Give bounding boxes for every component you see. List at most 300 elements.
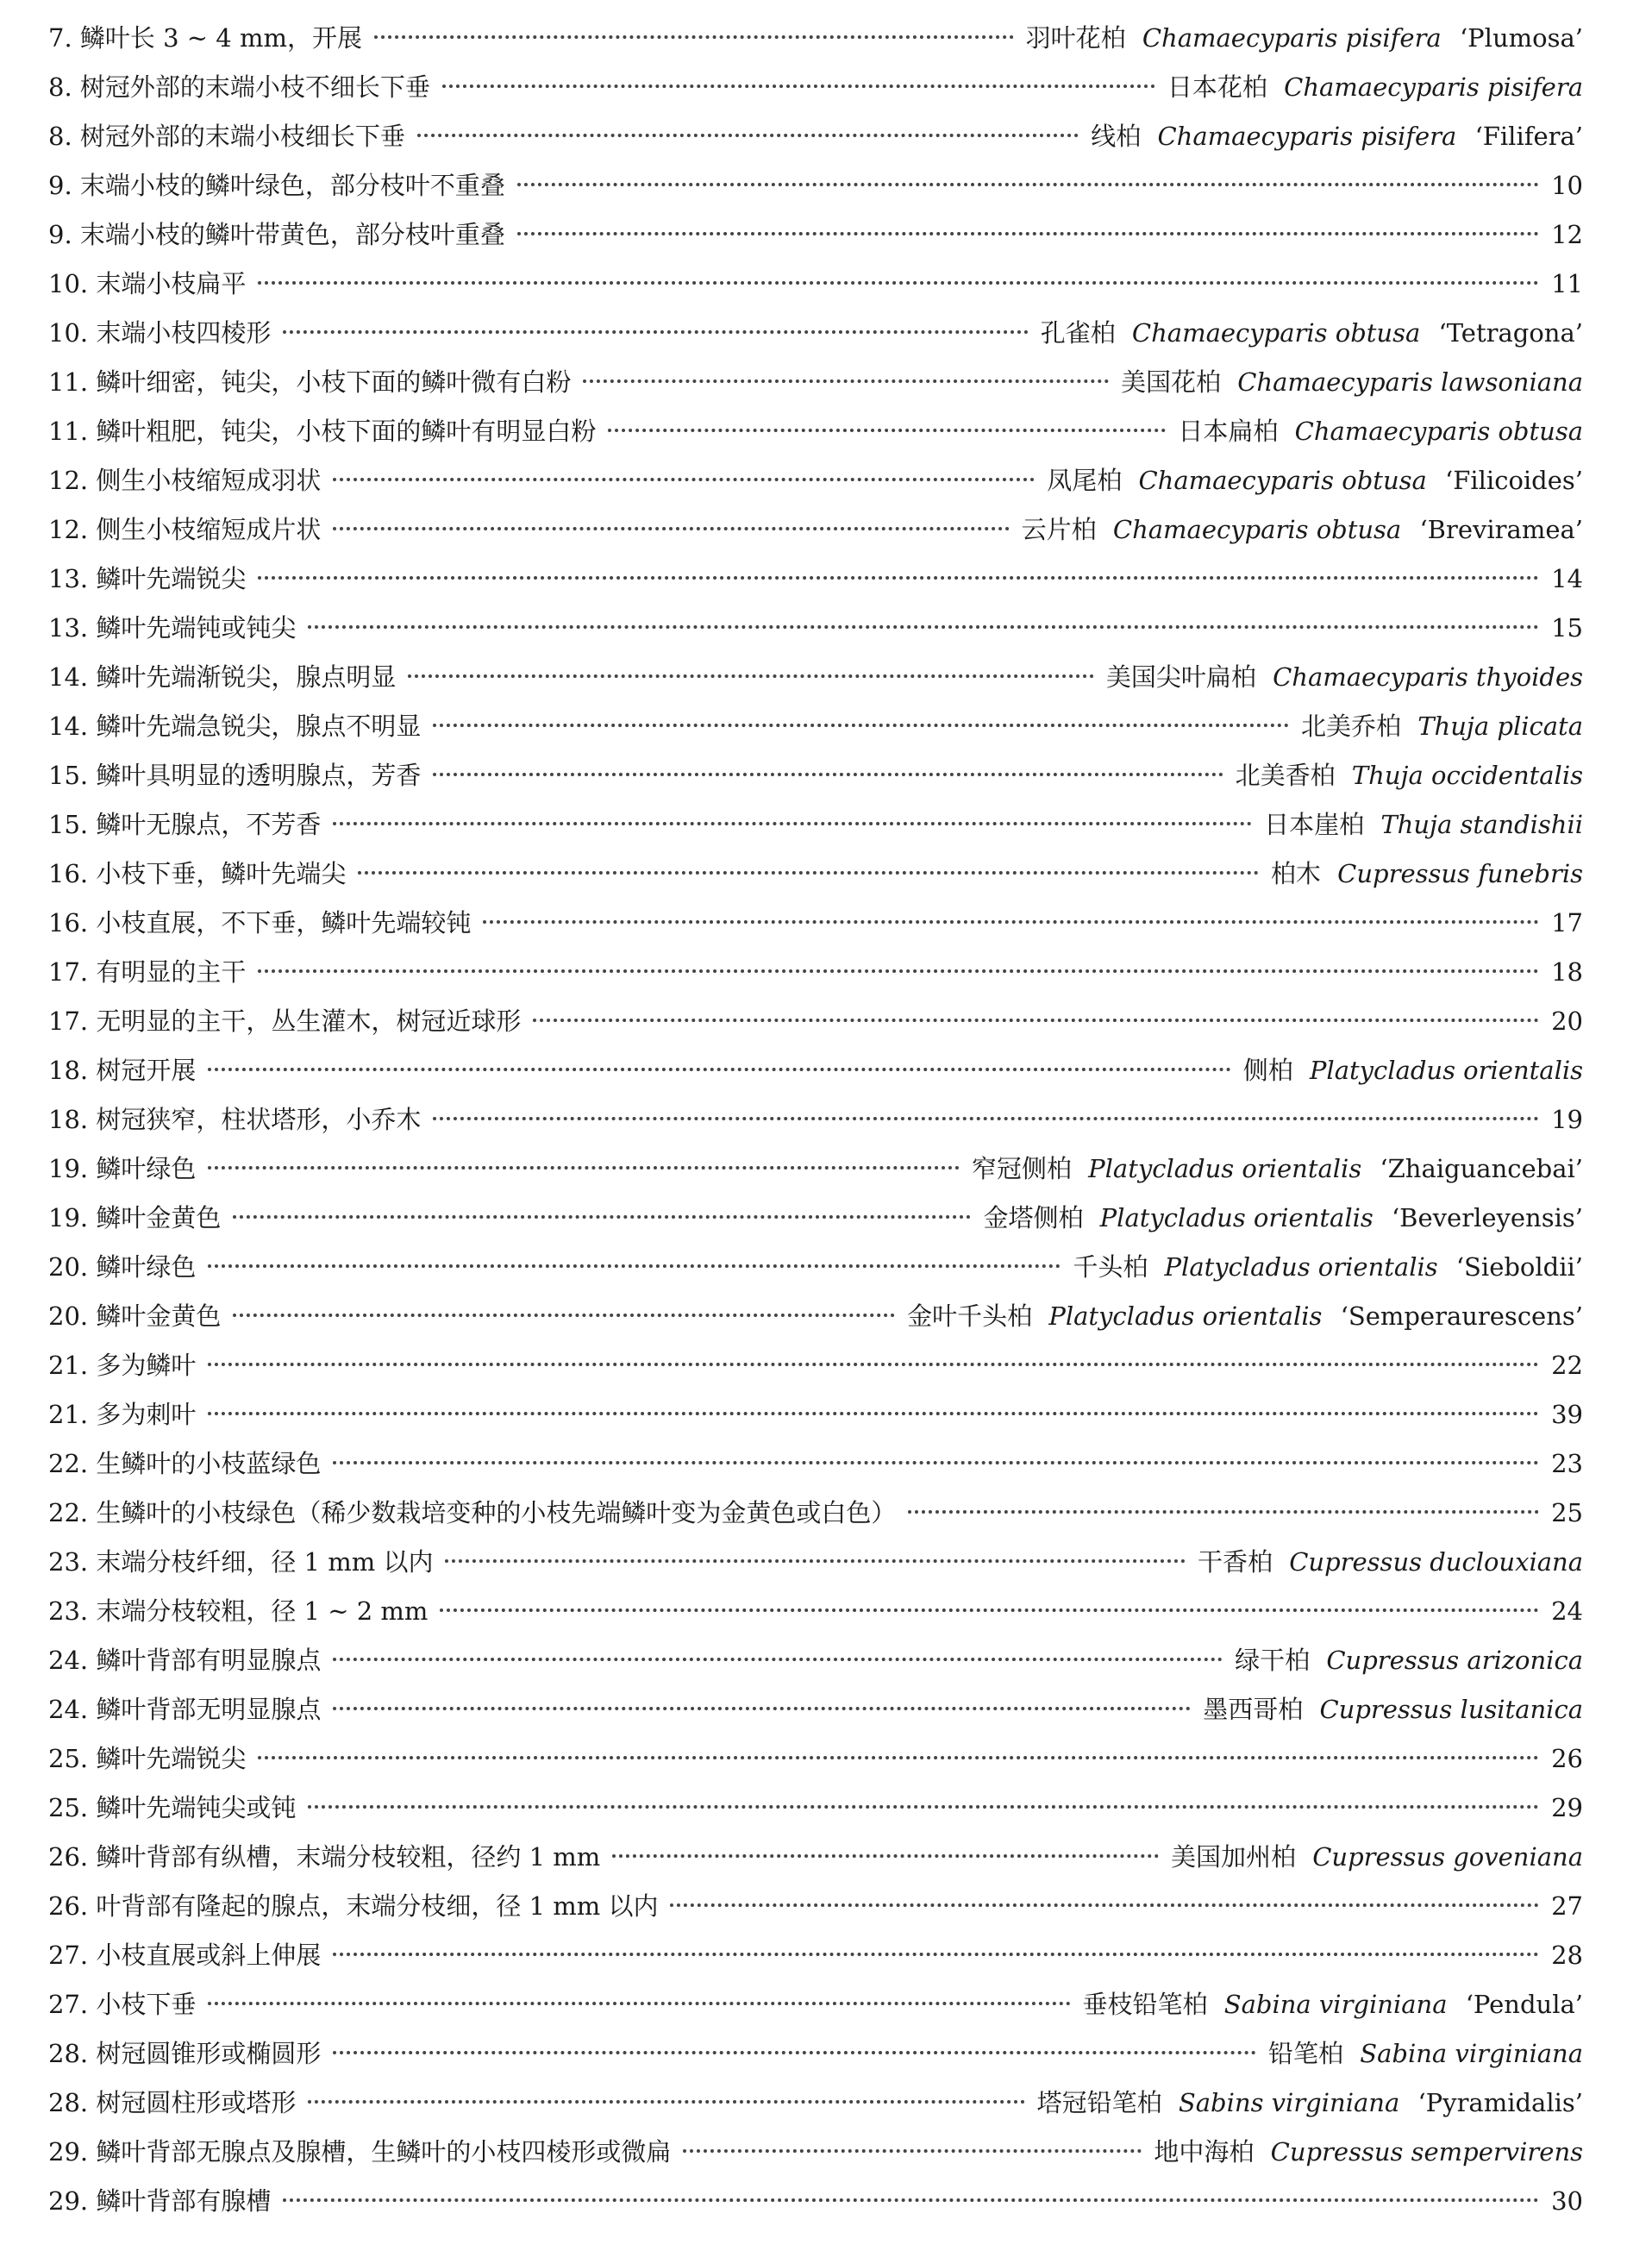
couplet-text: 鳞叶背部无明显腺点 [96,1695,322,1724]
dot-leader [517,232,1539,235]
couplet-number: 27. [48,1941,89,1970]
couplet-result [1106,653,1583,702]
couplet-lead [48,1980,196,2029]
couplet-result [1198,1538,1583,1587]
cultivar-name: ‘Filicoides’ [1445,466,1583,495]
key-entry [48,604,1583,653]
species-latin-name: Platycladus orientalis [1309,1056,1583,1085]
dot-leader [208,1412,1539,1415]
species-cn-name: 铅笔柏 [1268,2039,1344,2068]
couplet-result [1551,899,1583,948]
species-latin-name: Chamaecyparis lawsoniana [1237,367,1583,397]
species-latin-name: Platycladus orientalis [1164,1252,1438,1282]
couplet-lead [48,604,296,653]
couplet-lead [48,1439,321,1489]
couplet-text: 末端小枝四棱形 [96,318,272,348]
species-cn-name: 美国花柏 [1121,367,1222,397]
key-entry [48,260,1583,309]
couplet-lead [48,309,271,358]
dot-leader [333,1658,1223,1661]
couplet-text: 生鳞叶的小枝绿色（稀少数栽培变种的小枝先端鳞叶变为金黄色或白色） [96,1498,897,1527]
key-entry [48,850,1583,899]
couplet-lead [48,260,246,309]
couplet-number: 20. [48,1301,89,1331]
species-latin-name: Chamaecyparis obtusa [1294,417,1583,446]
couplet-number: 12. [48,515,89,544]
couplet-result [1083,1980,1584,2029]
goto-couplet-number: 24 [1551,1596,1583,1626]
couplet-text: 鳞叶绿色 [96,1252,197,1282]
couplet-text: 鳞叶金黄色 [96,1301,222,1331]
couplet-number: 16. [48,908,89,938]
couplet-number: 10. [48,318,89,348]
couplet-text: 鳞叶先端钝或钝尖 [96,613,297,643]
key-entry [48,505,1583,555]
species-latin-name: Chamaecyparis obtusa [1138,466,1427,495]
couplet-number: 9. [48,220,72,249]
couplet-number: 28. [48,2039,89,2068]
couplet-result [1041,309,1583,358]
couplet-lead [48,850,346,899]
species-cn-name: 柏木 [1270,859,1321,888]
couplet-lead [48,1144,196,1194]
key-entry [48,555,1583,604]
couplet-result [1264,800,1583,850]
couplet-number: 11. [48,417,89,446]
goto-couplet-number: 20 [1551,1006,1583,1036]
goto-couplet-number: 18 [1551,957,1583,987]
dot-leader [258,281,1539,285]
species-latin-name: Sabina virginiana [1360,2039,1583,2068]
key-entry [48,1243,1583,1292]
key-entry [48,63,1583,112]
dot-leader [333,822,1252,825]
couplet-lead [48,2177,271,2226]
species-cn-name: 羽叶花柏 [1025,23,1126,53]
couplet-text: 鳞叶无腺点，不芳香 [96,810,322,839]
key-entry [48,1390,1583,1439]
couplet-result [1047,456,1583,505]
couplet-result [1551,1390,1583,1439]
couplet-text: 树冠圆柱形或塔形 [96,2088,297,2117]
species-cn-name: 墨西哥柏 [1203,1695,1304,1724]
species-cn-name: 孔雀柏 [1040,318,1116,348]
couplet-number: 13. [48,613,89,643]
key-entry [48,1046,1583,1095]
couplet-text: 鳞叶背部有纵槽，末端分枝较粗，径约 1 mm [96,1842,601,1872]
couplet-result [1551,1095,1583,1144]
couplet-result [1551,1882,1583,1931]
species-cn-name: 北美乔柏 [1300,712,1401,741]
couplet-lead [48,505,321,555]
dot-leader [445,1559,1186,1563]
cultivar-name: ‘Plumosa’ [1459,23,1583,53]
cultivar-name: ‘Pendula’ [1465,1990,1583,2019]
dot-leader [333,1707,1191,1710]
key-entry [48,899,1583,948]
cultivar-name: ‘Semperaurescens’ [1340,1301,1583,1331]
couplet-number: 23. [48,1596,89,1626]
dot-leader [208,1068,1230,1071]
species-cn-name: 垂枝铅笔柏 [1082,1990,1208,2019]
dot-leader [283,2198,1539,2202]
couplet-text: 鳞叶粗肥，钝尖，小枝下面的鳞叶有明显白粉 [96,417,597,446]
couplet-text: 鳞叶背部有明显腺点 [96,1646,322,1675]
couplet-result [1551,1439,1583,1489]
dot-leader [208,1166,960,1170]
couplet-lead [48,1046,196,1095]
couplet-number: 24. [48,1646,89,1675]
couplet-number: 18. [48,1105,89,1134]
key-entry [48,14,1583,63]
dot-leader [208,1264,1061,1268]
goto-couplet-number: 11 [1551,269,1583,298]
couplet-text: 多为鳞叶 [96,1351,197,1380]
species-cn-name: 绿干柏 [1235,1646,1311,1675]
couplet-lead [48,14,362,63]
couplet-text: 鳞叶背部有腺槽 [96,2186,272,2216]
couplet-result [1167,63,1583,112]
species-cn-name: 窄冠侧柏 [971,1154,1072,1183]
couplet-number: 17. [48,1006,89,1036]
goto-couplet-number: 12 [1551,220,1583,249]
couplet-text: 末端小枝扁平 [96,269,247,298]
couplet-text: 树冠狭窄，柱状塔形，小乔木 [96,1105,422,1134]
couplet-lead [48,1341,196,1390]
couplet-number: 27. [48,1990,89,2019]
couplet-text: 小枝直展，不下垂，鳞叶先端较钝 [96,908,472,938]
couplet-lead [48,1095,421,1144]
species-cn-name: 日本崖柏 [1264,810,1365,839]
couplet-text: 树冠外部的末端小枝不细长下垂 [79,72,430,102]
dot-leader [433,773,1223,776]
cultivar-name: ‘Filifera’ [1474,122,1583,151]
goto-couplet-number: 28 [1551,1941,1583,1970]
identification-key [48,14,1583,2226]
couplet-lead [48,1734,246,1784]
species-latin-name: Thuja standishii [1380,810,1583,839]
couplet-text: 鳞叶先端锐尖 [96,564,247,593]
couplet-lead [48,948,246,997]
dot-leader [333,1461,1539,1464]
couplet-text: 鳞叶先端渐锐尖，腺点明显 [96,662,397,692]
couplet-text: 小枝直展或斜上伸展 [96,1941,322,1970]
species-cn-name: 金叶千头柏 [907,1301,1033,1331]
couplet-result [1022,505,1583,555]
species-cn-name: 地中海柏 [1154,2137,1255,2167]
couplet-number: 19. [48,1154,89,1183]
key-entry [48,997,1583,1046]
couplet-result [1551,1784,1583,1833]
dot-leader [233,1314,895,1317]
couplet-result [1037,2079,1583,2128]
species-cn-name: 千头柏 [1073,1252,1148,1282]
couplet-lead [48,751,421,800]
species-latin-name: Platycladus orientalis [1099,1203,1374,1232]
species-latin-name: Sabina virginiana [1223,1990,1448,2019]
couplet-number: 15. [48,761,89,790]
dot-leader [233,1215,971,1219]
couplet-number: 8. [48,72,72,102]
couplet-text: 鳞叶具明显的透明腺点，芳香 [96,761,422,790]
couplet-result [1026,14,1583,63]
couplet-text: 鳞叶细密，钝尖，小枝下面的鳞叶微有白粉 [96,367,572,397]
key-entry [48,1882,1583,1931]
goto-couplet-number: 26 [1551,1744,1583,1773]
couplet-result [1551,604,1583,653]
key-entry [48,407,1583,456]
dot-leader [612,1854,1159,1858]
couplet-lead [48,161,505,210]
couplet-number: 11. [48,367,89,397]
goto-couplet-number: 27 [1551,1891,1583,1921]
couplet-text: 鳞叶先端锐尖 [96,1744,247,1773]
key-entry [48,210,1583,260]
key-entry [48,751,1583,800]
dot-leader [408,674,1094,678]
dot-leader [258,1756,1539,1759]
couplet-lead [48,800,321,850]
couplet-lead [48,456,321,505]
couplet-lead [48,1538,433,1587]
species-latin-name: Cupressus goveniana [1312,1842,1583,1872]
cultivar-name: ‘Tetragona’ [1438,318,1583,348]
species-latin-name: Chamaecyparis pisifera [1157,122,1457,151]
species-latin-name: Chamaecyparis thyoides [1273,662,1583,692]
couplet-result [1551,1489,1583,1538]
key-entry [48,1685,1583,1734]
dot-leader [208,2002,1070,2005]
couplet-text: 侧生小枝缩短成片状 [96,515,322,544]
couplet-result [1551,1734,1583,1784]
couplet-lead [48,2079,296,2128]
cultivar-name: ‘Sieboldii’ [1455,1252,1583,1282]
couplet-text: 树冠开展 [96,1056,197,1085]
key-entry [48,2079,1583,2128]
couplet-number: 29. [48,2186,89,2216]
couplet-lead [48,63,430,112]
couplet-number: 28. [48,2088,89,2117]
species-cn-name: 日本花柏 [1167,72,1267,102]
key-entry [48,800,1583,850]
key-entry [48,1734,1583,1784]
couplet-lead [48,1194,221,1243]
dot-leader [908,1510,1539,1514]
couplet-number: 7. [48,23,72,53]
goto-couplet-number: 14 [1551,564,1583,593]
species-cn-name: 金塔侧柏 [983,1203,1084,1232]
couplet-result [1178,407,1583,456]
species-latin-name: Cupressus duclouxiana [1289,1547,1583,1577]
couplet-lead [48,112,405,161]
couplet-text: 小枝下垂 [96,1990,197,2019]
couplet-text: 无明显的主干，丛生灌木，树冠近球形 [96,1006,522,1036]
couplet-lead [48,407,596,456]
couplet-number: 26. [48,1842,89,1872]
species-latin-name: Platycladus orientalis [1048,1301,1323,1331]
couplet-text: 鳞叶背部无腺点及腺槽，生鳞叶的小枝四棱形或微扁 [96,2137,672,2167]
couplet-result [1235,1636,1583,1685]
couplet-number: 15. [48,810,89,839]
dot-leader [683,2149,1142,2153]
species-cn-name: 侧柏 [1242,1056,1293,1085]
key-entry [48,653,1583,702]
couplet-result [1121,358,1583,407]
cultivar-name: ‘Pyramidalis’ [1417,2088,1583,2117]
couplet-result [1154,2128,1583,2177]
goto-couplet-number: 29 [1551,1793,1583,1822]
couplet-text: 末端小枝的鳞叶绿色，部分枝叶不重叠 [79,171,505,200]
couplet-number: 21. [48,1400,89,1429]
couplet-number: 25. [48,1744,89,1773]
dot-leader [440,1608,1539,1612]
couplet-lead [48,2128,671,2177]
couplet-text: 鳞叶金黄色 [96,1203,222,1232]
couplet-text: 叶背部有隆起的腺点，末端分枝细，径 1 mm 以内 [96,1891,659,1921]
dot-leader [208,1363,1539,1366]
goto-couplet-number: 23 [1551,1449,1583,1478]
couplet-number: 19. [48,1203,89,1232]
goto-couplet-number: 30 [1551,2186,1583,2216]
goto-couplet-number: 10 [1551,171,1583,200]
key-entry [48,1980,1583,2029]
couplet-result [907,1292,1583,1341]
couplet-text: 有明显的主干 [96,957,247,987]
couplet-result [983,1194,1583,1243]
dot-leader [608,429,1166,432]
couplet-number: 29. [48,2137,89,2167]
couplet-number: 23. [48,1547,89,1577]
couplet-lead [48,555,246,604]
dot-leader [583,379,1109,383]
species-cn-name: 日本扁柏 [1178,417,1279,446]
species-cn-name: 美国尖叶扁柏 [1105,662,1256,692]
couplet-number: 26. [48,1891,89,1921]
couplet-number: 18. [48,1056,89,1085]
species-latin-name: Cupressus funebris [1337,859,1583,888]
key-entry [48,1194,1583,1243]
species-cn-name: 塔冠铅笔柏 [1036,2088,1162,2117]
couplet-result [1203,1685,1583,1734]
species-latin-name: Cupressus arizonica [1326,1646,1583,1675]
key-entry [48,309,1583,358]
goto-couplet-number: 19 [1551,1105,1583,1134]
key-entry [48,112,1583,161]
couplet-number: 22. [48,1498,89,1527]
key-entry [48,1636,1583,1685]
couplet-lead [48,1833,600,1882]
couplet-number: 21. [48,1351,89,1380]
couplet-result [972,1144,1583,1194]
couplet-lead [48,358,571,407]
couplet-number: 17. [48,957,89,987]
goto-couplet-number: 25 [1551,1498,1583,1527]
couplet-result [1551,1587,1583,1636]
key-entry [48,1292,1583,1341]
dot-leader [283,330,1028,334]
cultivar-name: ‘Beverleyensis’ [1391,1203,1583,1232]
dot-leader [358,871,1259,875]
couplet-lead [48,2029,321,2079]
couplet-lead [48,1587,428,1636]
couplet-text: 树冠外部的末端小枝细长下垂 [79,122,405,151]
couplet-number: 13. [48,564,89,593]
couplet-lead [48,1390,196,1439]
goto-couplet-number: 22 [1551,1351,1583,1380]
dot-leader [517,183,1539,186]
couplet-result [1551,555,1583,604]
couplet-number: 22. [48,1449,89,1478]
key-entry [48,1931,1583,1980]
couplet-lead [48,1882,658,1931]
species-latin-name: Thuja plicata [1417,712,1583,741]
dot-leader [483,920,1539,924]
goto-couplet-number: 39 [1551,1400,1583,1429]
key-entry [48,1833,1583,1882]
species-latin-name: Thuja occidentalis [1351,761,1583,790]
couplet-text: 侧生小枝缩短成羽状 [96,466,322,495]
species-latin-name: Chamaecyparis pisifera [1284,72,1583,102]
couplet-text: 鳞叶长 3 ~ 4 mm，开展 [79,23,362,53]
dot-leader [333,527,1009,530]
key-entry [48,161,1583,210]
species-latin-name: Sabins virginiana [1178,2088,1400,2117]
species-latin-name: Platycladus orientalis [1088,1154,1362,1183]
dot-leader [308,2100,1024,2104]
species-latin-name: Chamaecyparis obtusa [1112,515,1402,544]
dot-leader [670,1903,1539,1907]
key-entry [48,1144,1583,1194]
cultivar-name: ‘Zhaiguancebai’ [1380,1154,1583,1183]
key-entry [48,1439,1583,1489]
couplet-result [1551,161,1583,210]
couplet-lead [48,1685,321,1734]
couplet-number: 14. [48,712,89,741]
couplet-lead [48,1292,221,1341]
dot-leader [333,478,1035,481]
couplet-lead [48,1931,321,1980]
couplet-result [1073,1243,1583,1292]
couplet-number: 9. [48,171,72,200]
dot-leader [333,2051,1256,2054]
couplet-result [1551,2177,1583,2226]
dot-leader [308,625,1539,629]
couplet-lead [48,210,505,260]
couplet-result [1236,751,1583,800]
couplet-result [1268,2029,1583,2079]
couplet-lead [48,1489,896,1538]
couplet-result [1091,112,1583,161]
key-entry [48,2029,1583,2079]
couplet-lead [48,1636,321,1685]
dot-leader [258,576,1539,580]
couplet-result [1271,850,1583,899]
couplet-number: 12. [48,466,89,495]
cultivar-name: ‘Breviramea’ [1419,515,1583,544]
dot-leader [433,724,1289,727]
dot-leader [417,134,1079,137]
couplet-lead [48,653,396,702]
key-entry [48,456,1583,505]
key-entry [48,1489,1583,1538]
key-entry [48,702,1583,751]
key-entry [48,1784,1583,1833]
couplet-number: 8. [48,122,72,151]
key-entry [48,948,1583,997]
couplet-result [1551,210,1583,260]
couplet-number: 10. [48,269,89,298]
couplet-text: 多为刺叶 [96,1400,197,1429]
